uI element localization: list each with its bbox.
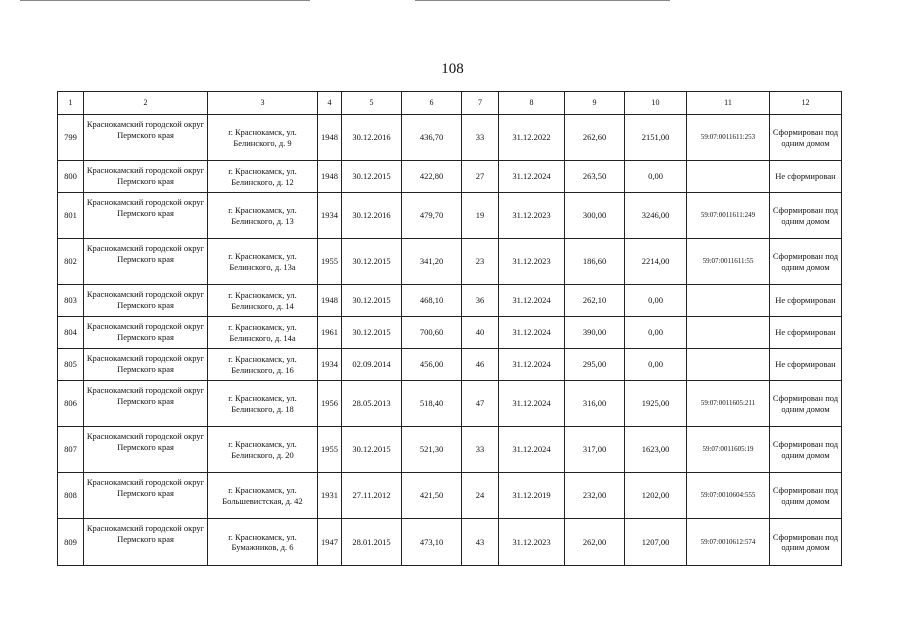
table-cell: 316,00 xyxy=(565,381,625,427)
table-cell: 36 xyxy=(462,285,499,317)
table-cell: 232,00 xyxy=(565,473,625,519)
table-cell: 59:07:0010604:555 xyxy=(687,473,770,519)
table-cell: 806 xyxy=(58,381,84,427)
table-cell: 30.12.2015 xyxy=(342,427,402,473)
table-cell: Сформирован под одним домом xyxy=(770,473,842,519)
table-cell: 27.11.2012 xyxy=(342,473,402,519)
table-cell: 31.12.2023 xyxy=(499,193,565,239)
table-cell: г. Краснокамск, ул. Белинского, д. 18 xyxy=(208,381,318,427)
header-cell: 1 xyxy=(58,92,84,115)
table-cell: 27 xyxy=(462,161,499,193)
table-cell: Краснокамский городской округ Пермского края xyxy=(84,349,208,381)
table-cell: Краснокамский городской округ Пермского края xyxy=(84,193,208,239)
table-cell: 1948 xyxy=(318,285,342,317)
header-cell: 7 xyxy=(462,92,499,115)
table-cell: 804 xyxy=(58,317,84,349)
header-cell: 9 xyxy=(565,92,625,115)
header-cell: 3 xyxy=(208,92,318,115)
table-cell: Сформирован под одним домом xyxy=(770,193,842,239)
table-cell: Краснокамский городской округ Пермского края xyxy=(84,285,208,317)
table-cell: 40 xyxy=(462,317,499,349)
page-number: 108 xyxy=(441,61,464,77)
table-cell: 33 xyxy=(462,427,499,473)
table-cell: 0,00 xyxy=(625,161,687,193)
table-cell: 805 xyxy=(58,349,84,381)
table-cell: 46 xyxy=(462,349,499,381)
table-cell: 59:07:0011605:19 xyxy=(687,427,770,473)
table-cell: 33 xyxy=(462,115,499,161)
table-cell: Краснокамский городской округ Пермского края xyxy=(84,427,208,473)
table-cell: 390,00 xyxy=(565,317,625,349)
table-cell: Краснокамский городской округ Пермского края xyxy=(84,519,208,566)
table-cell: Краснокамский городской округ Пермского края xyxy=(84,317,208,349)
table-cell: г. Краснокамск, ул. Белинского, д. 20 xyxy=(208,427,318,473)
table-cell: 47 xyxy=(462,381,499,427)
table-cell: Краснокамский городской округ Пермского края xyxy=(84,115,208,161)
table-cell: 186,60 xyxy=(565,239,625,285)
table-cell: 262,00 xyxy=(565,519,625,566)
table-cell: 518,40 xyxy=(402,381,462,427)
table-cell: 1934 xyxy=(318,193,342,239)
table-cell: 23 xyxy=(462,239,499,285)
table-cell: 807 xyxy=(58,427,84,473)
table-cell: 28.01.2015 xyxy=(342,519,402,566)
table-cell: 1948 xyxy=(318,161,342,193)
table-cell: 31.12.2024 xyxy=(499,317,565,349)
table-cell: 1623,00 xyxy=(625,427,687,473)
table-cell: 43 xyxy=(462,519,499,566)
table-cell: г. Краснокамск, ул. Белинского, д. 13а xyxy=(208,239,318,285)
table-cell: 317,00 xyxy=(565,427,625,473)
table-cell: г. Краснокамск, ул. Белинского, д. 14а xyxy=(208,317,318,349)
table-cell: 341,20 xyxy=(402,239,462,285)
table-cell: г. Краснокамск, ул. Белинского, д. 9 xyxy=(208,115,318,161)
table-cell: Сформирован под одним домом xyxy=(770,381,842,427)
table-cell: Не сформирован xyxy=(770,317,842,349)
table-row xyxy=(58,317,842,349)
housing-table xyxy=(57,91,842,566)
table-cell: 2214,00 xyxy=(625,239,687,285)
table-cell: 59:07:0011611:55 xyxy=(687,239,770,285)
table-cell: 59:07:0010612:574 xyxy=(687,519,770,566)
table-cell: 1948 xyxy=(318,115,342,161)
table-row xyxy=(58,193,842,239)
table-cell: 59:07:0011611:249 xyxy=(687,193,770,239)
table-cell: 800 xyxy=(58,161,84,193)
table-cell: 801 xyxy=(58,193,84,239)
table-cell: 300,00 xyxy=(565,193,625,239)
table-cell: г. Краснокамск, ул. Бумажников, д. 6 xyxy=(208,519,318,566)
table-cell: 1202,00 xyxy=(625,473,687,519)
table-cell: 59:07:0011611:253 xyxy=(687,115,770,161)
table-cell: 31.12.2024 xyxy=(499,161,565,193)
table-cell: 1925,00 xyxy=(625,381,687,427)
table-cell: 808 xyxy=(58,473,84,519)
table-cell: 802 xyxy=(58,239,84,285)
top-edge-line-right xyxy=(415,0,670,1)
table-row xyxy=(58,115,842,161)
header-cell: 2 xyxy=(84,92,208,115)
table-cell: 421,50 xyxy=(402,473,462,519)
table-cell: 521,30 xyxy=(402,427,462,473)
table-cell: 31.12.2023 xyxy=(499,519,565,566)
table-cell: 1931 xyxy=(318,473,342,519)
table-cell: г. Краснокамск, ул. Белинского, д. 13 xyxy=(208,193,318,239)
table-row xyxy=(58,381,842,427)
table-cell: 31.12.2022 xyxy=(499,115,565,161)
table-cell: 31.12.2019 xyxy=(499,473,565,519)
table-cell: 31.12.2024 xyxy=(499,285,565,317)
table-row xyxy=(58,519,842,566)
table-cell: 263,50 xyxy=(565,161,625,193)
table-cell: 59:07:0011605:211 xyxy=(687,381,770,427)
table-cell: 3246,00 xyxy=(625,193,687,239)
table-cell: Не сформирован xyxy=(770,285,842,317)
table-row xyxy=(58,427,842,473)
table-cell: 0,00 xyxy=(625,317,687,349)
table-cell: 0,00 xyxy=(625,349,687,381)
header-cell: 8 xyxy=(499,92,565,115)
table-cell: 1955 xyxy=(318,427,342,473)
table-row xyxy=(58,161,842,193)
table-cell: 1207,00 xyxy=(625,519,687,566)
table-cell: 0,00 xyxy=(625,285,687,317)
table-cell: 2151,00 xyxy=(625,115,687,161)
table-cell: г. Краснокамск, ул. Белинского, д. 14 xyxy=(208,285,318,317)
table-cell: 422,80 xyxy=(402,161,462,193)
table-row xyxy=(58,239,842,285)
table-header-row xyxy=(58,92,842,115)
table-cell: 295,00 xyxy=(565,349,625,381)
header-cell: 11 xyxy=(687,92,770,115)
table-cell: г. Краснокамск, ул. Белинского, д. 12 xyxy=(208,161,318,193)
table-cell: Краснокамский городской округ Пермского края xyxy=(84,473,208,519)
table-cell xyxy=(687,161,770,193)
table-body xyxy=(58,92,842,566)
table-cell: 1934 xyxy=(318,349,342,381)
table-cell: 799 xyxy=(58,115,84,161)
header-cell: 4 xyxy=(318,92,342,115)
table-cell: 30.12.2015 xyxy=(342,161,402,193)
header-cell: 5 xyxy=(342,92,402,115)
header-cell: 10 xyxy=(625,92,687,115)
table-cell: 30.12.2015 xyxy=(342,239,402,285)
table-cell: Краснокамский городской округ Пермского края xyxy=(84,239,208,285)
table-cell: 30.12.2015 xyxy=(342,317,402,349)
table-cell: Краснокамский городской округ Пермского края xyxy=(84,161,208,193)
table-cell: 262,10 xyxy=(565,285,625,317)
table-cell: 24 xyxy=(462,473,499,519)
table-cell: 30.12.2016 xyxy=(342,115,402,161)
table-cell: 19 xyxy=(462,193,499,239)
table-cell: 1955 xyxy=(318,239,342,285)
table-cell: 31.12.2024 xyxy=(499,381,565,427)
table-row xyxy=(58,349,842,381)
header-cell: 12 xyxy=(770,92,842,115)
table-cell: 30.12.2016 xyxy=(342,193,402,239)
table-cell: 468,10 xyxy=(402,285,462,317)
table-cell: 31.12.2024 xyxy=(499,349,565,381)
table-cell: 31.12.2024 xyxy=(499,427,565,473)
table-cell: 28.05.2013 xyxy=(342,381,402,427)
table-cell: Не сформирован xyxy=(770,349,842,381)
table-cell: 31.12.2023 xyxy=(499,239,565,285)
table-cell: 479,70 xyxy=(402,193,462,239)
table-cell: 436,70 xyxy=(402,115,462,161)
table-cell: 1956 xyxy=(318,381,342,427)
table-cell: Сформирован под одним домом xyxy=(770,239,842,285)
table-cell: 30.12.2015 xyxy=(342,285,402,317)
table-cell: 02.09.2014 xyxy=(342,349,402,381)
table-cell: 1947 xyxy=(318,519,342,566)
table-cell xyxy=(687,317,770,349)
table-row xyxy=(58,285,842,317)
table-cell: 700,60 xyxy=(402,317,462,349)
table-cell: 262,60 xyxy=(565,115,625,161)
table-cell: Сформирован под одним домом xyxy=(770,115,842,161)
table-cell: Сформирован под одним домом xyxy=(770,427,842,473)
table-cell xyxy=(687,349,770,381)
table-row xyxy=(58,473,842,519)
table-cell: 809 xyxy=(58,519,84,566)
table-cell: 1961 xyxy=(318,317,342,349)
table-cell: 803 xyxy=(58,285,84,317)
top-edge-line-left xyxy=(20,0,310,1)
header-cell: 6 xyxy=(402,92,462,115)
table-cell: Сформирован под одним домом xyxy=(770,519,842,566)
table-cell: Не сформирован xyxy=(770,161,842,193)
table-cell: 456,00 xyxy=(402,349,462,381)
table-cell xyxy=(687,285,770,317)
table-cell: г. Краснокамск, ул. Белинского, д. 16 xyxy=(208,349,318,381)
table-cell: 473,10 xyxy=(402,519,462,566)
table-cell: г. Краснокамск, ул. Большевистская, д. 42 xyxy=(208,473,318,519)
table-cell: Краснокамский городской округ Пермского края xyxy=(84,381,208,427)
